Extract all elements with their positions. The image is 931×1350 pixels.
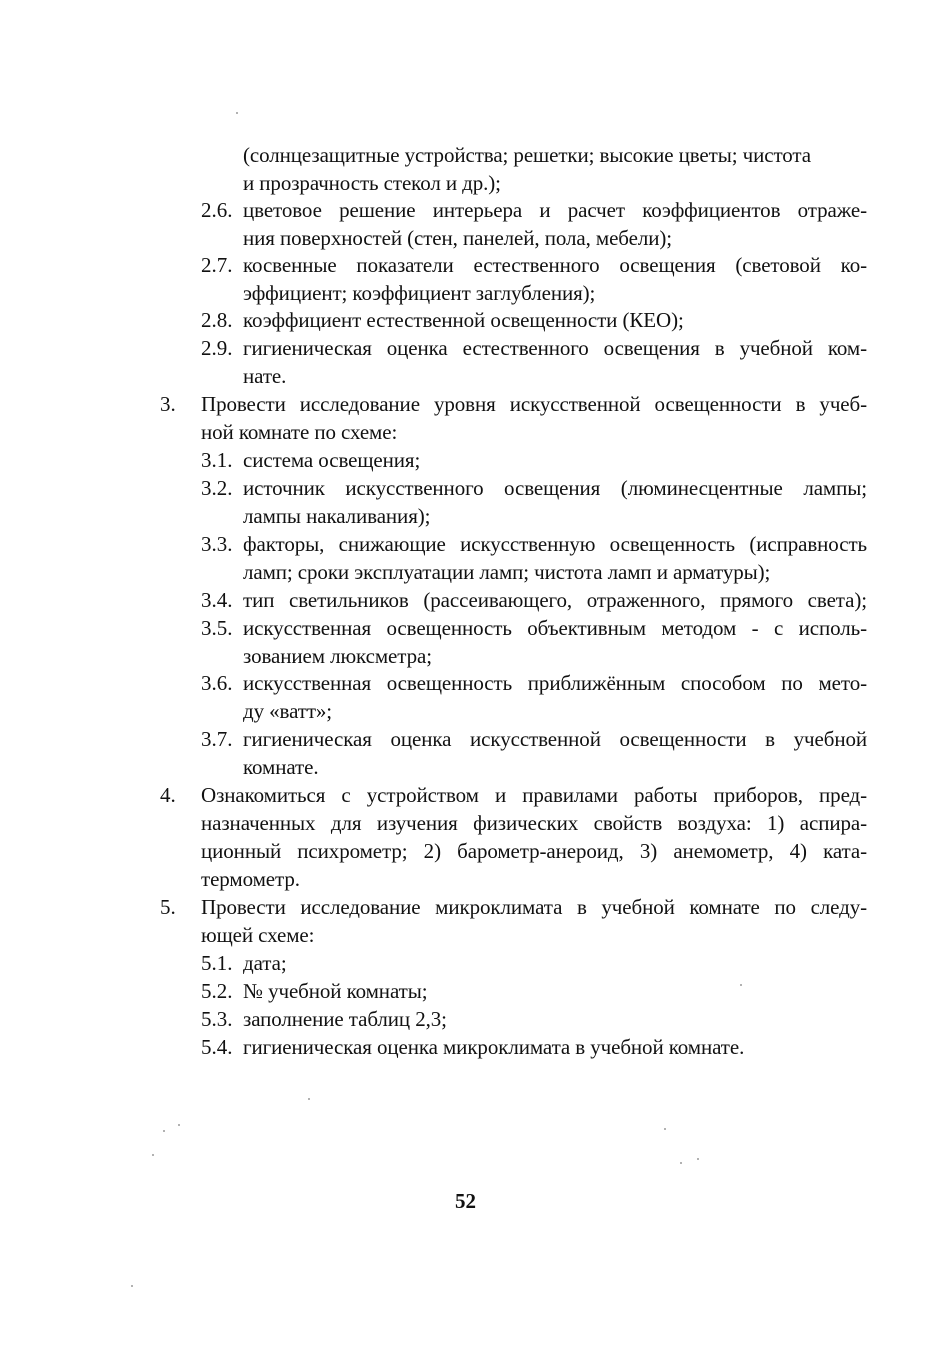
- scan-speck: [178, 1124, 180, 1126]
- text-line: ющей схеме:: [201, 923, 315, 947]
- text-line: ционный психрометр; 2) барометр-анероид, 3) анемометр, 4) ката-: [201, 839, 867, 863]
- text-line: источник искусственного освещения (люминесцентные лампы;: [243, 476, 867, 500]
- item-number: 3.7.: [201, 727, 233, 751]
- text-line: цветовое решение интерьера и расчет коэффициентов отраже-: [243, 198, 867, 222]
- scan-speck: [697, 1158, 699, 1160]
- item-number: 5.3.: [201, 1007, 233, 1031]
- text-line: комнате.: [243, 755, 319, 779]
- item-number: 3.: [160, 392, 176, 416]
- text-line: Ознакомиться с устройством и правилами работы приборов, пред-: [201, 783, 867, 807]
- text-line: дата;: [243, 951, 287, 975]
- text-line: и прозрачность стекол и др.);: [243, 171, 501, 195]
- text-line: ной комнате по схеме:: [201, 420, 398, 444]
- scan-speck: [236, 112, 238, 114]
- item-number: 3.4.: [201, 588, 233, 612]
- text-line: зованием люксметра;: [243, 644, 432, 668]
- text-line: нате.: [243, 364, 287, 388]
- item-number: 3.1.: [201, 448, 233, 472]
- item-number: 3.3.: [201, 532, 233, 556]
- text-line: факторы, снижающие искусственную освещенность (исправность: [243, 532, 867, 556]
- text-line: Провести исследование микроклимата в учебной комнате по следу-: [201, 895, 867, 919]
- text-line: (солнцезащитные устройства; решетки; высокие цветы; чистота: [243, 143, 811, 167]
- page-number: 52: [455, 1189, 476, 1213]
- text-line: искусственная освещенность объективным методом - с исполь-: [243, 616, 867, 640]
- text-line: термометр.: [201, 867, 300, 891]
- text-line: ния поверхностей (стен, панелей, пола, мебели);: [243, 226, 672, 250]
- item-number: 5.4.: [201, 1035, 233, 1059]
- text-line: система освещения;: [243, 448, 421, 472]
- text-line: гигиеническая оценка микроклимата в учебной комнате.: [243, 1035, 745, 1059]
- scan-speck: [308, 1098, 310, 1100]
- text-line: гигиеническая оценка искусственной освещенности в учебной: [243, 727, 867, 751]
- text-line: Провести исследование уровня искусственной освещенности в учеб-: [201, 392, 867, 416]
- item-number: 3.2.: [201, 476, 233, 500]
- text-line: гигиеническая оценка естественного освещения в учебной ком-: [243, 336, 867, 360]
- scan-speck: [163, 1130, 165, 1132]
- scan-speck: [664, 1128, 666, 1130]
- text-line: косвенные показатели естественного освещения (световой ко-: [243, 253, 867, 277]
- item-number: 2.7.: [201, 253, 233, 277]
- scan-speck: [152, 1154, 154, 1156]
- scan-speck: [131, 1285, 133, 1287]
- item-number: 3.6.: [201, 671, 233, 695]
- item-number: 5.: [160, 895, 176, 919]
- text-line: ду «ватт»;: [243, 699, 333, 723]
- scan-speck: [680, 1162, 682, 1164]
- item-number: 5.2.: [201, 979, 233, 1003]
- item-number: 5.1.: [201, 951, 233, 975]
- item-number: 2.8.: [201, 308, 233, 332]
- text-line: лампы накаливания);: [243, 504, 431, 528]
- text-line: коэффициент естественной освещенности (КЕО);: [243, 308, 684, 332]
- text-line: эффициент; коэффициент заглубления);: [243, 281, 596, 305]
- text-line: тип светильников (рассеивающего, отраженного, прямого света);: [243, 588, 867, 612]
- text-line: № учебной комнаты;: [243, 979, 428, 1003]
- scan-speck: [740, 984, 742, 986]
- item-number: 4.: [160, 783, 176, 807]
- text-line: ламп; сроки эксплуатации ламп; чистота ламп и арматуры);: [243, 560, 771, 584]
- item-number: 2.9.: [201, 336, 233, 360]
- text-line: искусственная освещенность приближённым способом по мето-: [243, 671, 867, 695]
- text-line: заполнение таблиц 2,3;: [243, 1007, 447, 1031]
- item-number: 2.6.: [201, 198, 233, 222]
- text-line: назначенных для изучения физических свойств воздуха: 1) аспира-: [201, 811, 867, 835]
- item-number: 3.5.: [201, 616, 233, 640]
